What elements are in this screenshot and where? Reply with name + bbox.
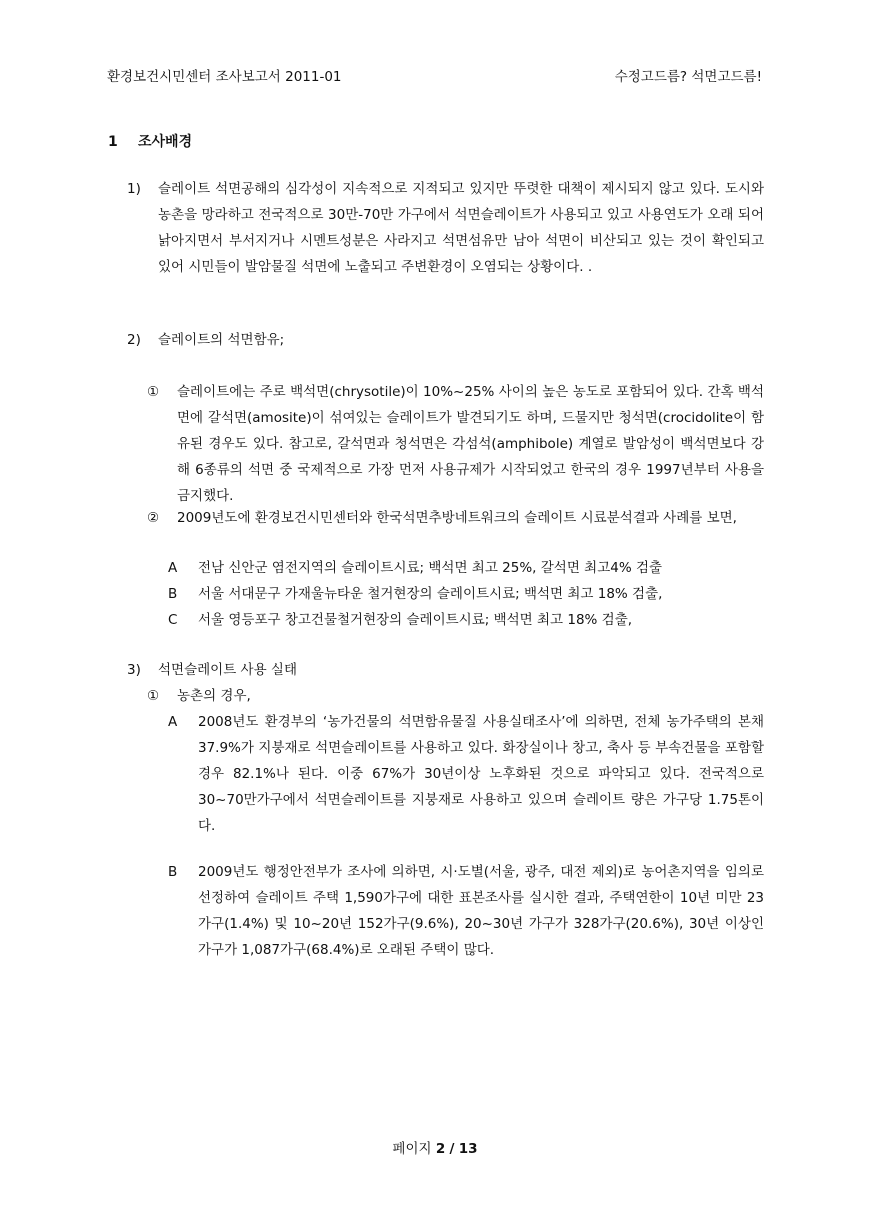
item2-case-b-marker: B xyxy=(168,586,178,602)
item2-sub1-text: 슬레이트에는 주로 백석면(chrysotile)이 10%~25% 사이의 높은 농도로 포함되어 있다. 간혹 백석면에 갈석면(amosite)이 섞여있는 슬레이트가 발견되기도 하며, 드물지만 청석면(crocidolite이 함유된 경우도 있다. 참고로, 갈석면과 청석면은 각섬석(amphibole) 계열로 발암성이 백석면보다 강해 6종류의 석면 중 국제적으로 가장 먼저 사용규제가 시작되었고 한국의 경우 1997년부터 사용을 금지했다. xyxy=(177,384,764,504)
item2-case-a-text: 전남 신안군 염전지역의 슬레이트시료; 백석면 최고 25%, 갈석면 최고4% 검출 xyxy=(198,560,663,576)
header-subtitle: 수정고드름? 석면고드름! xyxy=(614,69,762,85)
section-heading xyxy=(108,131,192,151)
page-current: 2 xyxy=(435,1141,446,1157)
item2-sub2-paragraph xyxy=(177,505,764,531)
page-separator: / xyxy=(449,1141,455,1157)
item2-heading: 슬레이트의 석면함유; xyxy=(158,332,285,348)
item3-marker: 3) xyxy=(127,662,141,678)
item3-case-a-marker: A xyxy=(168,714,178,730)
page-total: 13 xyxy=(458,1141,478,1157)
item2-sub2-marker: ② xyxy=(147,510,160,526)
item2-sub1-marker: ① xyxy=(147,384,160,400)
header-report-title: 환경보건시민센터 조사보고서 2011-01 xyxy=(107,69,342,85)
page-footer xyxy=(0,1137,870,1157)
item3-case-b-marker: B xyxy=(168,864,178,880)
item2-case-c-marker: C xyxy=(168,612,178,628)
section-title: 조사배경 xyxy=(138,134,193,150)
item3-case-a-paragraph xyxy=(198,709,764,839)
item2-marker: 2) xyxy=(127,332,141,348)
item2-case-b-text: 서울 서대문구 가재울뉴타운 철거현장의 슬레이트시료; 백석면 최고 18% 검출, xyxy=(198,586,663,602)
item2-case-c-text: 서울 영등포구 창고건물철거현장의 슬레이트시료; 백석면 최고 18% 검출, xyxy=(198,612,633,628)
item2-sub1-paragraph xyxy=(177,379,764,509)
page-label: 페이지 xyxy=(392,1141,432,1157)
item1-paragraph xyxy=(158,176,764,280)
item1-text: 슬레이트 석면공해의 심각성이 지속적으로 지적되고 있지만 뚜렷한 대책이 제시되지 않고 있다. 도시와 농촌을 망라하고 전국적으로 30만-70만 가구에서 석면슬레이트가 사용되고 있고 사용연도가 오래 되어 낡아지면서 부서지거나 시멘트성분은 사라지고 석면섬유만 남아 석면이 비산되고 있는 것이 확인되고 있어 시민들이 발암물질 석면에 노출되고 주변환경이 오염되는 상황이다. . xyxy=(158,181,764,275)
item1-marker: 1) xyxy=(127,181,141,197)
item2-sub2-text: 2009년도에 환경보건시민센터와 한국석면추방네트워크의 슬레이트 시료분석결과 사례를 보면, xyxy=(177,510,737,526)
section-number: 1 xyxy=(108,134,118,150)
item3-case-b-text: 2009년도 행정안전부가 조사에 의하면, 시·도별(서울, 광주, 대전 제외)로 농어촌지역을 임의로 선정하여 슬레이트 주택 1,590가구에 대한 표본조사를 실시한 결과, 주택연한이 10년 미만 23가구(1.4%) 및 10~20년 152가구(9.6%), 20~30년 가구가 328가구(20.6%), 30년 이상인 가구가 1,087가구(68.4%)로 오래된 주택이 많다. xyxy=(198,864,764,958)
item2-case-a-marker: A xyxy=(168,560,178,576)
item3-case-a-text: 2008년도 환경부의 ‘농가건물의 석면함유물질 사용실태조사’에 의하면, 전체 농가주택의 본채 37.9%가 지붕재로 석면슬레이트를 사용하고 있다. 화장실이나 창고, 축사 등 부속건물을 포함할 경우 82.1%나 된다. 이중 67%가 30년이상 노후화된 것으로 파악되고 있다. 전국적으로 30~70만가구에서 석면슬레이트를 지붕재로 사용하고 있으며 슬레이트 량은 가구당 1.75톤이다. xyxy=(198,714,764,834)
item3-case-b-paragraph xyxy=(198,859,764,963)
item3-heading: 석면슬레이트 사용 실태 xyxy=(158,662,297,678)
item3-sub1-heading: 농촌의 경우, xyxy=(177,688,251,704)
item3-sub1-marker: ① xyxy=(147,688,160,704)
